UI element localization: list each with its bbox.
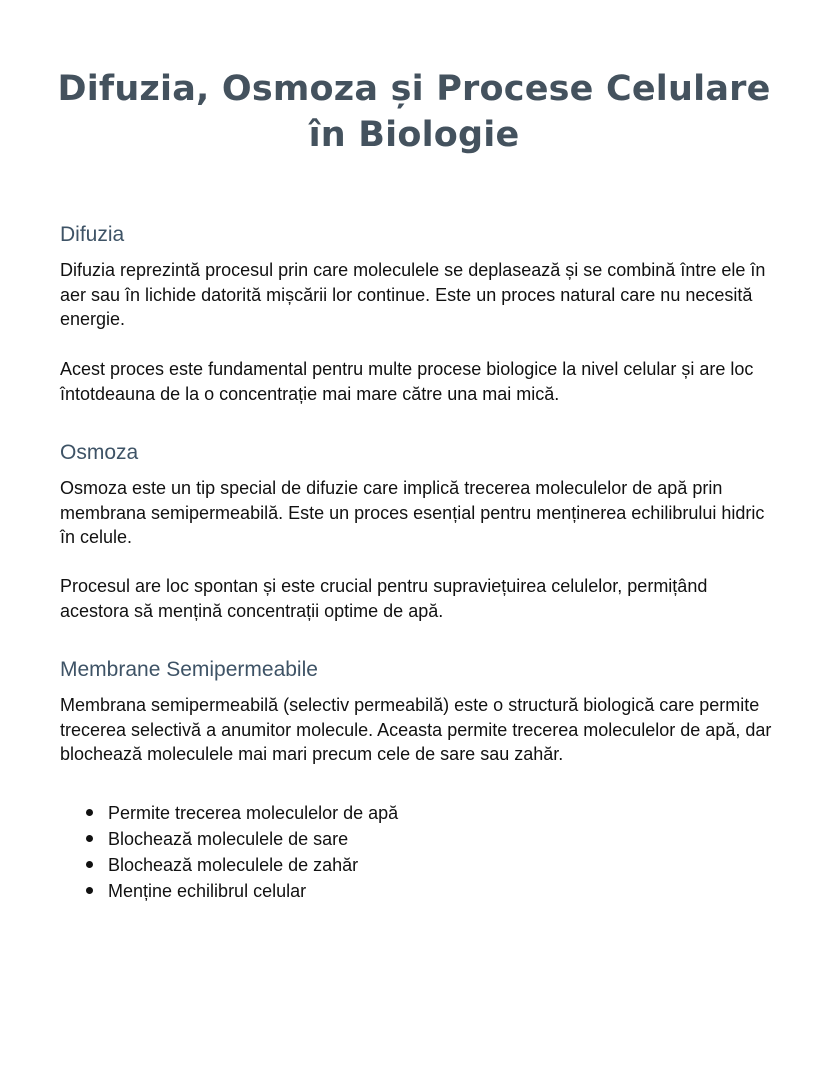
bullet-icon — [86, 835, 93, 842]
list-item-text: Blochează moleculele de sare — [108, 829, 349, 849]
paragraph-difuzia-2: Acest proces este fundamental pentru multe procese biologice la nivel celular și are loc întotdeauna de la o concentrație mai mare către una mai mică. — [60, 359, 754, 404]
section-heading-difuzia: Difuzia — [60, 223, 125, 246]
bullet-icon — [86, 861, 93, 868]
paragraph-osmoza-2: Procesul are loc spontan și este crucial pentru supraviețuirea celulelor, permițând acestora să mențină concentrații optime de apă. — [60, 576, 708, 621]
paragraph-osmoza-1: Osmoza este un tip special de difuzie care implică trecerea moleculelor de apă prin membrana semipermeabilă. Este un proces esențial pentru menținerea echilibrului hidric în celule. — [60, 478, 765, 547]
paragraph-membrane-1: Membrana semipermeabilă (selectiv permeabilă) este o structură biologică care permite trecerea selectivă a anumitor molecule. Aceasta permite trecerea moleculelor de apă, dar blochează moleculele mai mari precum cele de sare sau zahăr. — [60, 695, 772, 764]
list-item — [60, 800, 398, 826]
list-item-text: Menține echilibrul celular — [108, 881, 307, 901]
page-title — [40, 66, 788, 158]
paragraph-difuzia-1: Difuzia reprezintă procesul prin care moleculele se deplasează și se combină între ele în aer sau în lichide datorită mișcării lor continue. Este un proces natural care nu necesită energie. — [60, 260, 766, 329]
list-item-text: Permite trecerea moleculelor de apă — [108, 803, 399, 823]
list-item — [60, 826, 398, 852]
list-item-text: Blochează moleculele de zahăr — [108, 855, 359, 875]
title-line-2: în Biologie — [308, 115, 520, 155]
list-item — [60, 852, 398, 878]
section-heading-membrane: Membrane Semipermeabile — [60, 658, 318, 681]
bullet-icon — [86, 809, 93, 816]
section-heading-osmoza: Osmoza — [60, 441, 139, 464]
bullet-icon — [86, 887, 93, 894]
title-line-1: Difuzia, Osmoza și Procese Celulare — [57, 69, 771, 109]
membrane-bullet-list — [60, 800, 398, 904]
list-item — [60, 878, 398, 904]
